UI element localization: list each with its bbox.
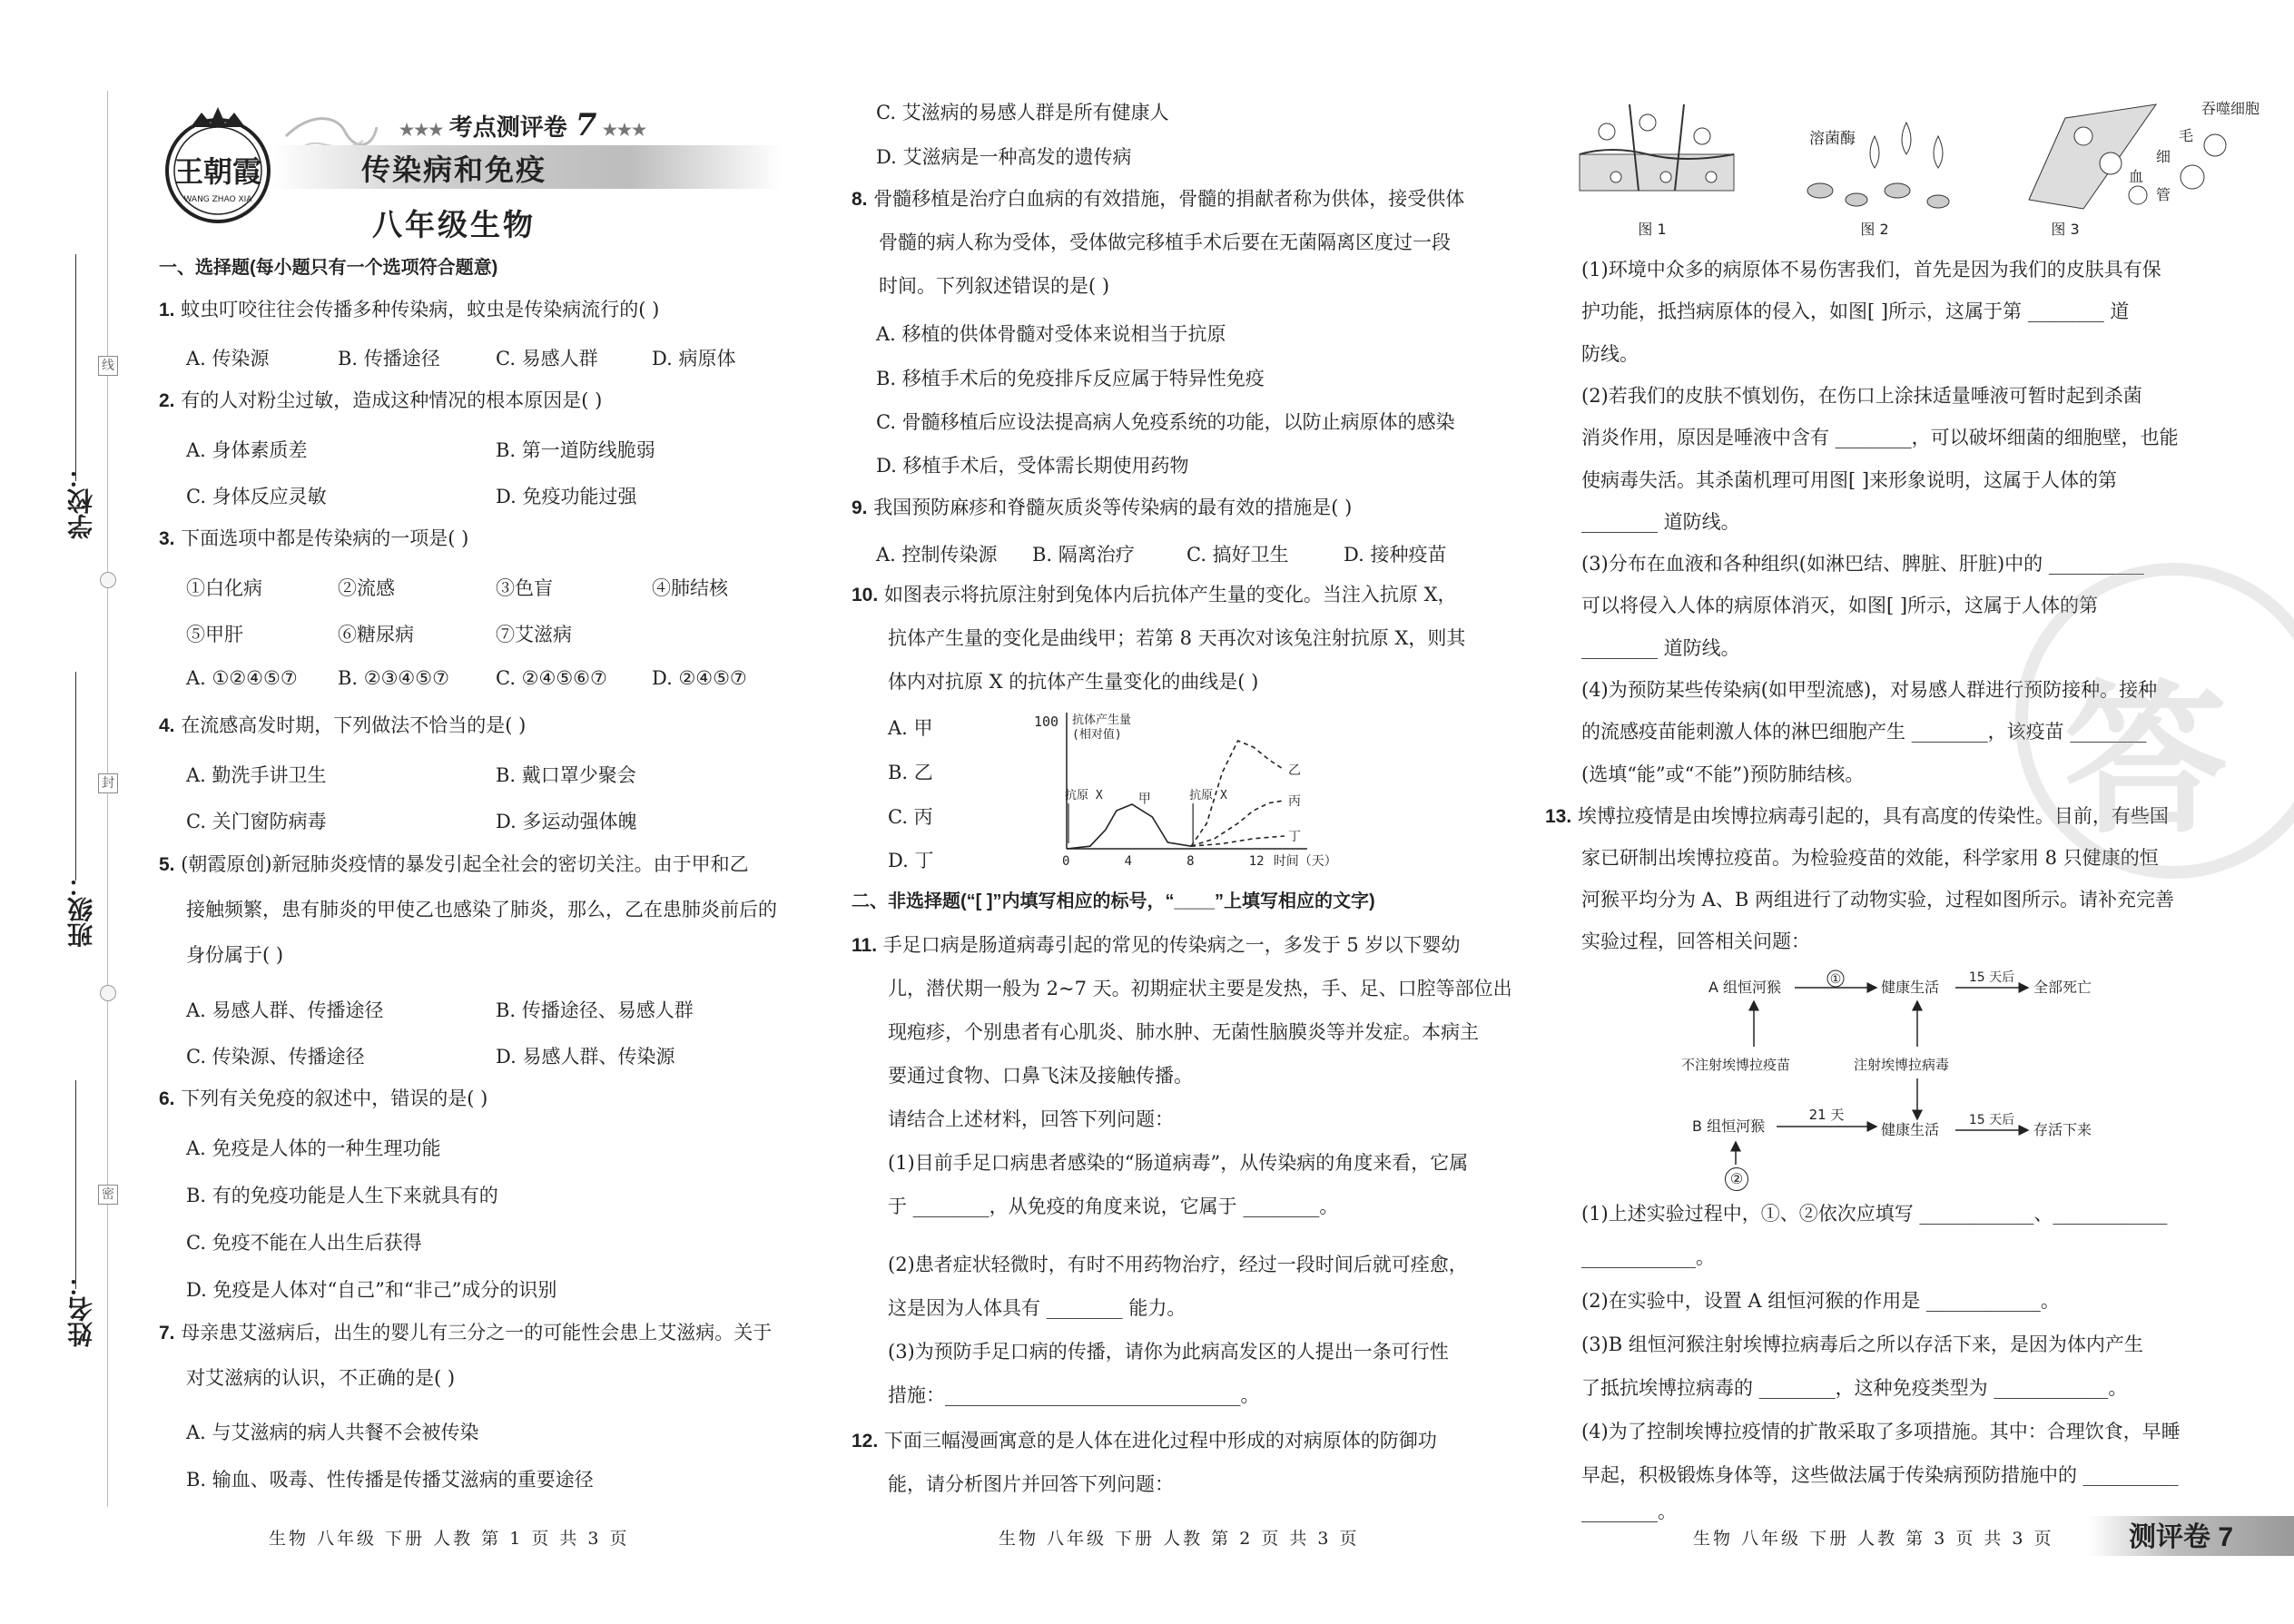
q7-option[interactable]: B. 输血、吸毒、性传播是传播艾滋病的重要途径 <box>186 1469 594 1491</box>
x-axis-label: 时间（天） <box>1273 854 1337 869</box>
q11-text: 现疱疹，个别患者有心肌炎、肺水肿、无菌性脑膜炎等并发症。本病主 <box>888 1021 1479 1043</box>
q2-stem: 2. 有的人对粉尘过敏，造成这种情况的根本原因是( ) <box>159 389 603 411</box>
q3-option[interactable]: D. ②④⑤⑦ <box>652 667 747 689</box>
q7-option[interactable]: D. 艾滋病是一种高发的遗传病 <box>876 146 1132 168</box>
days-15-label: 15 天后 <box>1968 1113 2015 1127</box>
x-tick-label: 12 <box>1248 854 1265 869</box>
q12-answer-blank[interactable]: 的流感疫苗能刺激人体的淋巴细胞产生 ________，该疫苗 ________ <box>1581 721 2147 743</box>
q13-answer-blank[interactable]: ________。 <box>1581 1501 1677 1522</box>
school-fill-line <box>75 254 76 481</box>
q12-answer-blank[interactable]: 使病毒失活。其杀菌机理可用图[ ]来形象说明，这属于人体的第 <box>1581 469 2118 491</box>
y-axis-label: (相对值) <box>1072 728 1122 742</box>
page-footer: 生物 八年级 下册 人教 第 3 页 共 3 页 <box>1693 1529 2054 1549</box>
binding-dashed-line <box>107 91 108 1507</box>
q6-option[interactable]: C. 免疫不能在人出生后获得 <box>186 1232 422 1254</box>
q3-item: ③色盲 <box>496 577 553 599</box>
antigen-annotation: 抗原 X <box>1065 789 1103 802</box>
class-fill-line <box>75 672 76 881</box>
q13-answer-blank[interactable]: ____________。 <box>1581 1246 1715 1268</box>
q4-stem: 4. 在流感高发时期，下列做法不恰当的是( ) <box>159 714 527 736</box>
q3-item: ⑤甲肝 <box>186 624 243 645</box>
q12-answer-line: (1)环境中众多的病原体不易伤害我们，首先是因为我们的皮肤具有保 <box>1581 259 2161 281</box>
q6-option[interactable]: D. 免疫是人体对“自己”和“非己”成分的识别 <box>186 1279 557 1301</box>
q8-option[interactable]: B. 移植手术后的免疫排斥反应属于特异性免疫 <box>876 368 1265 389</box>
binding-hole <box>100 572 116 588</box>
days-21-label: 21 天 <box>1808 1107 1845 1123</box>
figure-1-skin-barrier <box>1580 104 1734 191</box>
x-tick-label: 0 <box>1062 854 1070 869</box>
q13-stem-cont: 河猴平均分为 A、B 两组进行了动物实验，过程如图所示。请补充完善 <box>1581 889 2174 910</box>
q7-stem: 7. 母亲患艾滋病后，出生的婴儿有三分之一的可能性会患上艾滋病。关于 <box>159 1322 773 1343</box>
healthy-life-label: 健康生活 <box>1881 1121 1940 1138</box>
q5-option[interactable]: B. 传播途径、易感人群 <box>496 999 694 1021</box>
antibody-chart-svg <box>1030 704 1393 871</box>
all-dead-label: 全部死亡 <box>2033 979 2092 996</box>
group-a-label: A 组恒河猴 <box>1708 979 1782 996</box>
x-tick-label: 4 <box>1124 854 1133 869</box>
no-vaccine-label: 不注射埃博拉疫苗 <box>1681 1057 1791 1073</box>
q3-item: ②流感 <box>338 577 395 599</box>
y-max-label: 100 <box>1034 714 1059 730</box>
q3-stem: 3. 下面选项中都是传染病的一项是( ) <box>159 527 469 549</box>
series-label: 丙 <box>1288 793 1301 809</box>
name-fill-line <box>75 1080 76 1289</box>
q6-option[interactable]: A. 免疫是人体的一种生理功能 <box>186 1137 441 1159</box>
figure-1-caption: 图 1 <box>1638 221 1667 238</box>
q13-answer-blank[interactable]: 早起，积极锻炼身体等，这些做法属于传染病预防措施中的 __________ <box>1581 1464 2179 1486</box>
capillary-label: 血 <box>2129 168 2144 185</box>
q11-text: 儿，潜伏期一般为 2~7 天。初期症状主要是发热，手、足、口腔等部位出 <box>888 978 1512 999</box>
q13-stem-cont: 家已研制出埃博拉疫苗。为检验疫苗的效能，科学家用 8 只健康的恒 <box>1581 847 2159 869</box>
q3-item: ①白化病 <box>186 577 262 599</box>
q3-option[interactable]: A. ①②④⑤⑦ <box>186 667 298 689</box>
q12-answer-blank[interactable]: 可以将侵入人体的病原体消灭，如图[ ]所示，这属于人体的第 <box>1581 595 2099 616</box>
q9-stem: 9. 我国预防麻疹和脊髓灰质炎等传染病的最有效的措施是( ) <box>852 497 1353 518</box>
q1-option[interactable]: D. 病原体 <box>652 348 736 369</box>
q2-option[interactable]: A. 身体素质差 <box>186 439 308 461</box>
q4-option[interactable]: D. 多运动强体魄 <box>496 811 637 832</box>
q8-option[interactable]: A. 移植的供体骨髓对受体来说相当于抗原 <box>876 323 1226 345</box>
q6-option[interactable]: B. 有的免疫功能是人生下来就具有的 <box>186 1185 498 1206</box>
capillary-label: 毛 <box>2179 127 2194 144</box>
section2-heading: 二、非选择题(“[ ]”内填写相应的标号，“____”上填写相应的文字) <box>852 891 1375 911</box>
q12-stem: 12. 下面三幅漫画寓意的是人体在进化过程中形成的对病原体的防御功 <box>852 1430 1437 1452</box>
q8-stem-cont: 时间。下列叙述错误的是( ) <box>879 275 1110 297</box>
class-label: 班级： <box>66 871 96 948</box>
series-label: 甲 <box>1137 792 1151 807</box>
logo-text: 王朝霞 <box>173 154 262 189</box>
corner-label: 测评卷 7 <box>2129 1522 2234 1552</box>
q12-answer-line: 防线。 <box>1581 343 1639 365</box>
defense-cartoons <box>1575 100 2274 245</box>
q11-text: 要通过食物、口鼻飞沫及接触传播。 <box>888 1065 1193 1087</box>
q8-stem-cont: 骨髓的病人称为受体，受体做完移植手术后要在无菌隔离区度过一段 <box>879 231 1451 253</box>
q12-answer-line: (2)若我们的皮肤不慎划伤，在伤口上涂抹适量唾液可暂时起到杀菌 <box>1581 385 2142 407</box>
q12-answer-line: (选填“能”或“不能”)预防肺结核。 <box>1581 763 1865 785</box>
figure-2-lysozyme <box>1807 123 1949 208</box>
q2-option[interactable]: D. 免疫功能过强 <box>496 486 637 507</box>
binding-hole <box>100 985 116 1001</box>
q12-answer-line: (4)为预防某些传染病(如甲型流感)，对易感人群进行预防接种。接种 <box>1581 679 2158 701</box>
q10-option[interactable]: C. 丙 <box>888 806 933 828</box>
q13-answer-blank[interactable]: (1)上述实验过程中，①、②依次应填写 ____________、____________ <box>1581 1203 2168 1225</box>
q5-stem: 5. (朝霞原创)新冠肺炎疫情的暴发引起全社会的密切关注。由于甲和乙 <box>159 853 749 875</box>
q4-option[interactable]: B. 戴口罩少聚会 <box>496 764 636 786</box>
series-line-丁 <box>1191 836 1285 846</box>
watermark-text: 答 <box>2064 664 2229 856</box>
q3-item: ⑦艾滋病 <box>496 624 572 645</box>
q13-stem: 13. 埃博拉疫情是由埃博拉病毒引起的，具有高度的传染性。目前，有些国 <box>1545 805 2169 827</box>
q12-answer-blank[interactable]: 消炎作用，原因是唾液中含有 ________，可以破坏细菌的细胞壁，也能 <box>1581 427 2179 448</box>
q1-option[interactable]: B. 传播途径 <box>338 348 440 369</box>
healthy-life-label: 健康生活 <box>1881 979 1940 996</box>
antigen-annotation: 抗原 X <box>1189 789 1227 802</box>
subtitle: 传染病和免疫 <box>360 153 546 186</box>
q2-option[interactable]: B. 第一道防线脆弱 <box>496 439 655 461</box>
binding-tag-line: 线 <box>98 356 118 376</box>
q11-text: (1)目前手足口病患者感染的“肠道病毒”，从传染病的角度来看，它属 <box>888 1152 1469 1174</box>
q10-option[interactable]: B. 乙 <box>888 762 933 783</box>
lysozyme-label: 溶菌酶 <box>1809 130 1856 148</box>
page-footer: 生物 八年级 下册 人教 第 1 页 共 3 页 <box>269 1529 630 1549</box>
figure-3-caption: 图 3 <box>2051 221 2080 238</box>
q9-option[interactable]: D. 接种疫苗 <box>1344 544 1447 566</box>
q12-stem-cont: 能，请分析图片并回答下列问题： <box>888 1473 1174 1495</box>
binding-tag-secret: 密 <box>98 1185 118 1205</box>
phagocyte-label: 吞噬细胞 <box>2201 100 2260 117</box>
series-line-丙 <box>1191 801 1285 846</box>
q2-option[interactable]: C. 身体反应灵敏 <box>186 486 327 507</box>
capillary-label: 管 <box>2156 186 2171 203</box>
x-tick-label: 8 <box>1186 854 1195 869</box>
q7-stem-cont: 对艾滋病的认识，不正确的是( ) <box>186 1367 456 1389</box>
q5-option[interactable]: D. 易感人群、传染源 <box>496 1046 675 1068</box>
section1-heading: 一、选择题(每小题只有一个选项符合题意) <box>159 258 498 278</box>
figure-2-caption: 图 2 <box>1860 221 1889 238</box>
q10-option[interactable]: D. 丁 <box>888 850 934 871</box>
inject-virus-label: 注射埃博拉病毒 <box>1854 1057 1950 1073</box>
q3-item: ⑥糖尿病 <box>338 624 414 645</box>
q11-stem: 11. 手足口病是肠道病毒引起的常见的传染病之一，多发于 5 岁以下婴幼 <box>852 934 1461 956</box>
series-line-甲 <box>1067 804 1191 849</box>
q13-answer-blank[interactable]: (2)在实验中，设置 A 组恒河猴的作用是 ____________。 <box>1581 1290 2060 1312</box>
q12-answer-blank[interactable]: ________ 道防线。 <box>1581 511 1740 533</box>
series-title: ★★★ 考点测评卷 7 ★★★ <box>399 107 647 143</box>
q12-answer-blank[interactable]: ________ 道防线。 <box>1581 637 1740 659</box>
q12-answer-blank[interactable]: 护功能，抵挡病原体的侵入，如图[ ]所示，这属于第 ________ 道 <box>1581 300 2130 322</box>
q9-option[interactable]: C. 搞好卫生 <box>1186 544 1289 566</box>
series-label: 丁 <box>1288 830 1301 844</box>
q5-stem-cont: 身份属于( ) <box>186 944 284 966</box>
logo-subtext: WANG ZHAO XIA <box>183 195 252 204</box>
q3-option[interactable]: B. ②③④⑤⑦ <box>338 667 449 689</box>
q5-option[interactable]: A. 易感人群、传播途径 <box>186 999 384 1021</box>
q10-stem-cont: 抗体产生量的变化是曲线甲；若第 8 天再次对该兔注射抗原 X，则其 <box>888 627 1466 649</box>
q6-stem: 6. 下列有关免疫的叙述中，错误的是( ) <box>159 1088 488 1109</box>
q3-item: ④肺结核 <box>652 577 728 599</box>
group-b-label: B 组恒河猴 <box>1692 1117 1766 1135</box>
q11-text: 请结合上述材料，回答下列问题： <box>888 1108 1174 1130</box>
series-label: 乙 <box>1288 763 1301 779</box>
q13-stem-cont: 实验过程，回答相关问题： <box>1581 930 1810 952</box>
q11-blank-line[interactable]: 措施：_______________________________。 <box>888 1384 1260 1406</box>
q10-stem-cont: 体内对抗原 X 的抗体产生量变化的曲线是( ) <box>888 671 1259 693</box>
step-2-marker: ② <box>1725 1167 1748 1191</box>
y-axis-label: 抗体产生量 <box>1072 714 1132 727</box>
antibody-chart <box>1030 704 1393 871</box>
ebola-experiment-flow <box>1672 969 2144 1169</box>
q10-option[interactable]: A. 甲 <box>888 717 933 739</box>
step-1-marker: ① <box>1829 972 1842 987</box>
q11-text: (3)为预防手足口病的传播，请你为此病高发区的人提出一条可行性 <box>888 1341 1449 1363</box>
page-footer: 生物 八年级 下册 人教 第 2 页 共 3 页 <box>999 1529 1360 1549</box>
figure-3-phagocyte <box>2029 100 2260 209</box>
q8-stem: 8. 骨髓移植是治疗白血病的有效措施，骨髓的捐献者称为供体，接受供体 <box>852 188 1465 210</box>
q1-option[interactable]: C. 易感人群 <box>496 348 598 369</box>
q1-option[interactable]: A. 传染源 <box>186 348 270 369</box>
q9-option[interactable]: A. 控制传染源 <box>876 544 998 566</box>
q11-text: (2)患者症状轻微时，有时不用药物治疗，经过一段时间后就可痊愈， <box>888 1254 1468 1275</box>
q3-option[interactable]: C. ②④⑤⑥⑦ <box>496 667 607 689</box>
capillary-label: 细 <box>2156 148 2171 165</box>
q4-option[interactable]: C. 关门窗防病毒 <box>186 811 327 832</box>
q8-option[interactable]: D. 移植手术后，受体需长期使用药物 <box>876 455 1189 477</box>
q1-stem: 1. 蚊虫叮咬往往会传播多种传染病，蚊虫是传染病流行的( ) <box>159 299 660 320</box>
binding-tag-seal: 封 <box>98 773 118 793</box>
q11-blank-line[interactable]: 于 ________，从免疫的角度来说，它属于 ________。 <box>888 1196 1339 1217</box>
q13-answer-line: (3)B 组恒河猴注射埃博拉病毒后之所以存活下来，是因为体内产生 <box>1581 1334 2143 1355</box>
q11-blank-line[interactable]: 这是因为人体具有 ________ 能力。 <box>888 1297 1186 1319</box>
q12-answer-blank[interactable]: (3)分布在血液和各种组织(如淋巴结、脾脏、肝脏)中的 __________ <box>1581 553 2144 575</box>
survive-label: 存活下来 <box>2033 1121 2092 1138</box>
q13-answer-blank[interactable]: 了抵抗埃博拉病毒的 ________，这种免疫类型为 ____________。 <box>1581 1377 2128 1399</box>
page-title: 八年级生物 <box>372 208 536 241</box>
q8-option[interactable]: C. 骨髓移植后应设法提高病人免疫系统的功能，以防止病原体的感染 <box>876 411 1455 433</box>
q5-stem-cont: 接触频繁，患有肺炎的甲使乙也感染了肺炎，那么，乙在患肺炎前后的 <box>186 899 777 920</box>
star-decoration: ★★★ <box>399 121 449 140</box>
q7-option[interactable]: C. 艾滋病的易感人群是所有健康人 <box>876 102 1169 123</box>
name-label: 姓名： <box>66 1271 96 1347</box>
q7-option[interactable]: A. 与艾滋病的病人共餐不会被传染 <box>186 1422 479 1443</box>
q4-option[interactable]: A. 勤洗手讲卫生 <box>186 764 327 786</box>
school-label: 学校： <box>66 463 96 539</box>
days-15-label: 15 天后 <box>1968 970 2015 985</box>
q5-option[interactable]: C. 传染源、传播途径 <box>186 1046 365 1068</box>
q13-answer-line: (4)为了控制埃博拉疫情的扩散采取了多项措施。其中：合理饮食，早睡 <box>1581 1421 2181 1442</box>
q10-stem: 10. 如图表示将抗原注射到兔体内后抗体产生量的变化。当注入抗原 X， <box>852 584 1457 605</box>
q9-option[interactable]: B. 隔离治疗 <box>1032 544 1135 566</box>
